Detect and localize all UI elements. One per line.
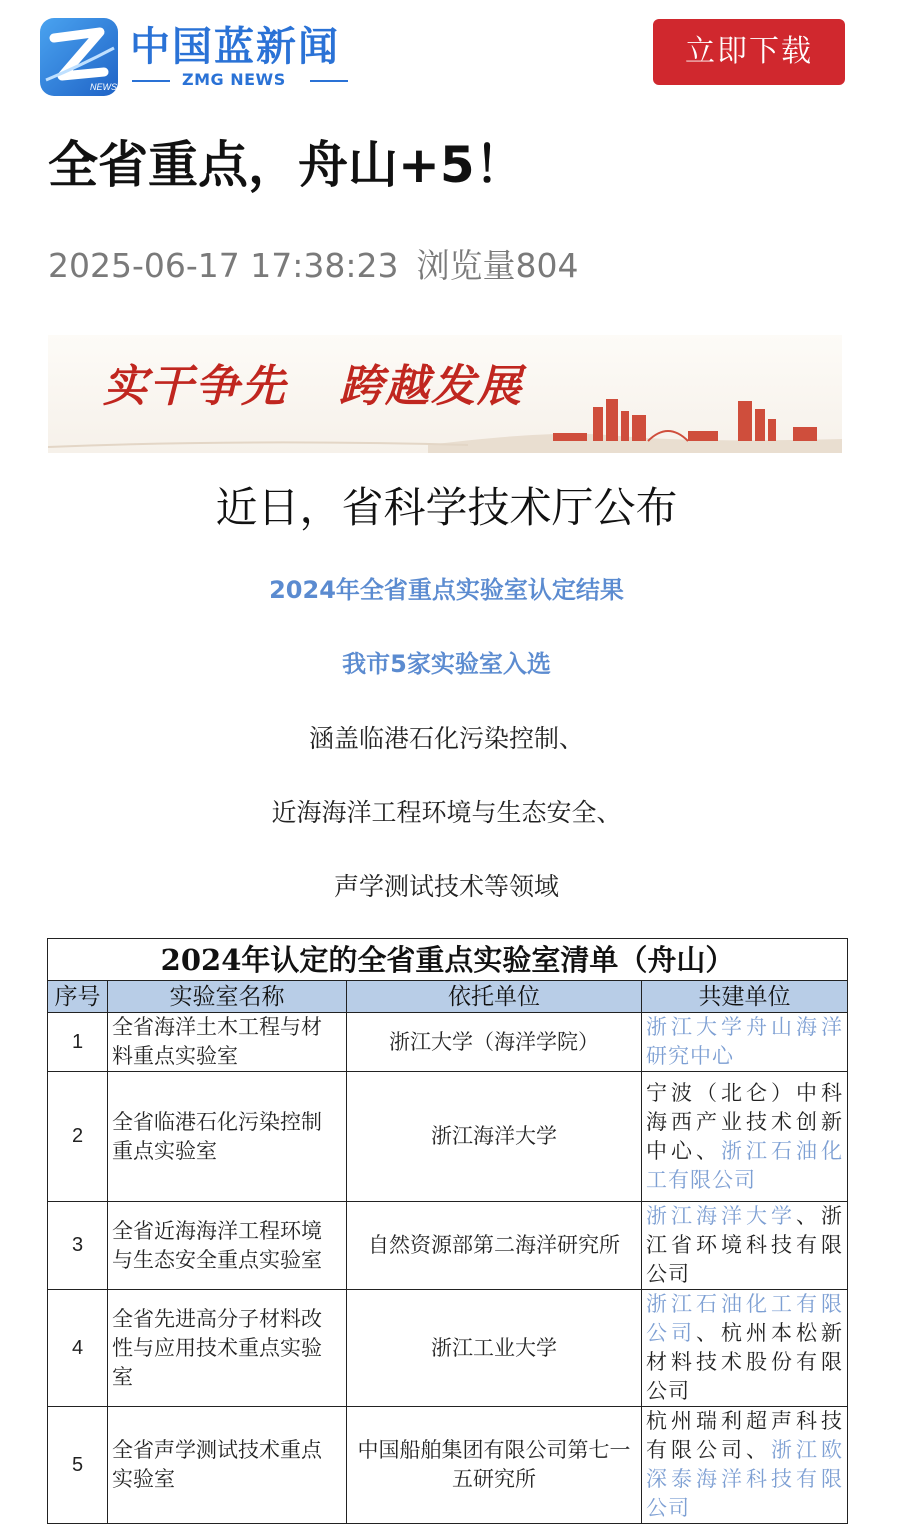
zmg-logo-icon[interactable] (40, 18, 118, 96)
article-lead: 近日，省科学技术厅公布 (215, 483, 678, 532)
table-row (48, 1202, 848, 1290)
row-no: 3 (48, 1202, 108, 1290)
body-line-2: 近海海洋工程环境与生态安全、 (271, 798, 622, 827)
lab-name: 全省海洋土木工程与材料重点实验室 (108, 1013, 347, 1072)
col-header-dep: 依托单位 (347, 981, 642, 1013)
lab-name: 全省先进高分子材料改性与应用技术重点实验室 (108, 1290, 347, 1407)
co-builder-link[interactable]: 浙江大学舟山海洋研究中心 (646, 1015, 844, 1068)
logo-title: 中国蓝新闻 (130, 24, 340, 70)
highlight-count: 我市5家实验室入选 (342, 650, 551, 678)
co-builder-text: 、杭州本松新材料技术股份有限公司 (646, 1321, 844, 1403)
lab-name: 全省声学测试技术重点实验室 (108, 1407, 347, 1524)
download-button[interactable]: 立即下载 (653, 19, 845, 85)
article-meta (48, 244, 596, 288)
table-row (48, 1013, 848, 1072)
lab-name: 全省临港石化污染控制重点实验室 (108, 1072, 347, 1202)
co-builders (642, 1013, 848, 1072)
highlight-result: 2024年全省重点实验室认定结果 (269, 576, 624, 604)
row-no: 5 (48, 1407, 108, 1524)
co-builder-link[interactable]: 浙江石油化工有限公司 (646, 1292, 844, 1345)
support-unit: 中国船舶集团有限公司第七一五研究所 (347, 1407, 642, 1524)
col-header-name: 实验室名称 (108, 981, 347, 1013)
article-banner (48, 335, 842, 453)
table-caption: 2024年认定的全省重点实验室清单（舟山） (48, 939, 848, 981)
svg-text:NEWS: NEWS (90, 82, 117, 92)
support-unit-link[interactable]: 浙江大学（海洋学院） (347, 1013, 642, 1072)
logo-divider-left (132, 80, 170, 82)
table-row (48, 1072, 848, 1202)
table-row (48, 1290, 848, 1407)
lab-list-table (47, 938, 848, 1524)
co-builder-link[interactable]: 浙江石油化工有限公司 (646, 1138, 844, 1192)
support-unit: 浙江工业大学 (347, 1290, 642, 1407)
publish-date: 2025-06-17 17:38:23 (48, 246, 399, 285)
body-line-1: 涵盖临港石化污染控制、 (308, 724, 584, 753)
co-builder-text: 宁波（北仑）中科海西产业技术创新中心、 (646, 1080, 844, 1163)
logo-subtitle (132, 70, 348, 90)
view-count: 浏览量804 (416, 246, 579, 285)
app-header (0, 0, 920, 110)
body-line-3: 声学测试技术等领域 (333, 872, 559, 901)
co-builder-link[interactable]: 浙江海洋大学 (646, 1204, 797, 1228)
article-title: 全省重点，舟山+5！ (48, 136, 525, 194)
support-unit: 自然资源部第二海洋研究所 (347, 1202, 642, 1290)
logo-subtitle-text: ZMG NEWS (182, 70, 286, 89)
col-header-no: 序号 (48, 981, 108, 1013)
banner-slogan: 实干争先 跨越发展 (103, 361, 523, 412)
table-row (48, 1407, 848, 1524)
col-header-co: 共建单位 (642, 981, 848, 1013)
co-builders (642, 1290, 848, 1407)
logo-divider-right (310, 80, 348, 82)
lab-name: 全省近海海洋工程环境与生态安全重点实验室 (108, 1202, 347, 1290)
row-no: 4 (48, 1290, 108, 1407)
row-no: 2 (48, 1072, 108, 1202)
support-unit-link[interactable]: 浙江海洋大学 (347, 1072, 642, 1202)
row-no: 1 (48, 1013, 108, 1072)
co-builder-text: 、浙江省环境科技有限公司 (646, 1204, 844, 1286)
co-builders (642, 1202, 848, 1290)
table-header-row (48, 981, 848, 1013)
co-builder-text: 杭州瑞利超声科技有限公司、 (646, 1409, 844, 1462)
co-builders (642, 1072, 848, 1202)
co-builders (642, 1407, 848, 1524)
co-builder-link[interactable]: 浙江欧深泰海洋科技有限公司 (646, 1438, 844, 1520)
